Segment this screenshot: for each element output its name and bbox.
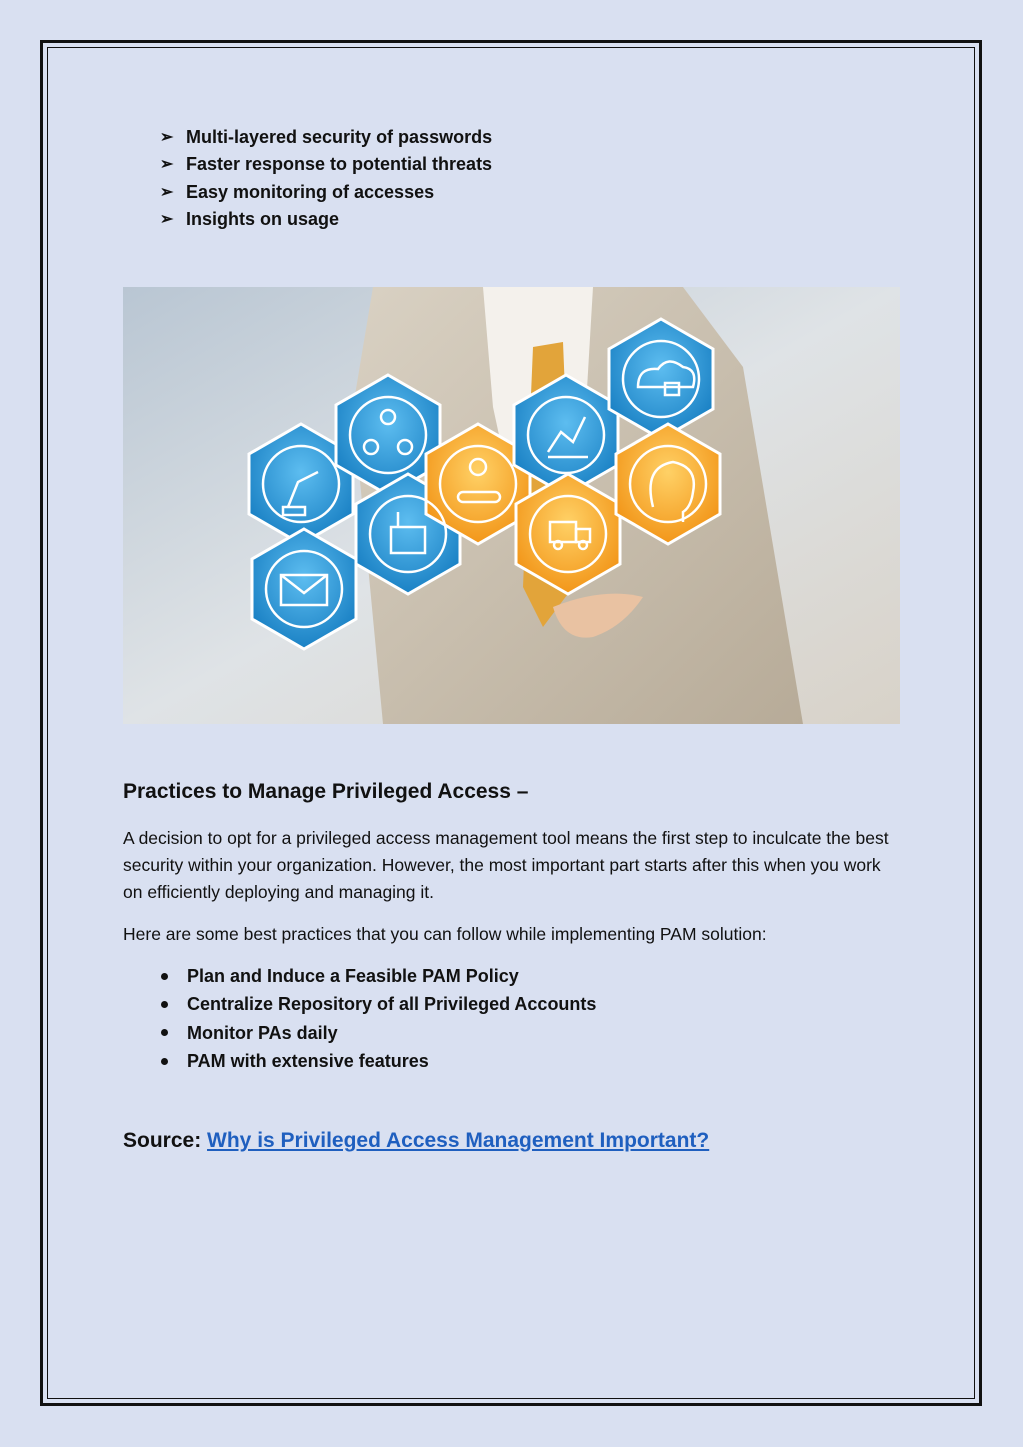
list-item: PAM with extensive features [160,1047,596,1075]
arrow-bullet-icon: ➢ [160,129,174,147]
benefits-list [160,124,492,233]
bullet-dot-icon [161,973,168,980]
arrow-bullet-icon: ➢ [160,183,174,201]
list-item: Centralize Repository of all Privileged Accounts [160,990,596,1018]
bullet-dot-icon [161,1029,168,1036]
list-item: ➢ Insights on usage [160,206,492,233]
practices-intro: Here are some best practices that you can follow while implementing PAM solution: [123,924,767,944]
source-line [123,1129,709,1153]
bullet-dot-icon [161,1058,168,1065]
list-item: ➢ Multi-layered security of passwords [160,124,492,151]
section-heading: Practices to Manage Privileged Access – [123,780,529,803]
list-item: Monitor PAs daily [160,1019,596,1047]
hero-image [123,287,900,724]
bullet-dot-icon [161,1001,168,1008]
source-link[interactable]: Why is Privileged Access Management Important? [207,1129,710,1152]
arrow-bullet-icon: ➢ [160,211,174,229]
source-label: Source: [123,1129,202,1152]
list-item: Plan and Induce a Feasible PAM Policy [160,962,596,990]
arrow-bullet-icon: ➢ [160,156,174,174]
list-item: ➢ Faster response to potential threats [160,151,492,178]
practices-list [160,962,596,1075]
list-item: ➢ Easy monitoring of accesses [160,179,492,206]
intro-paragraph: A decision to opt for a privileged access management tool means the first step to inculcate the best security within your organization. However, the most important part starts after this when you work on efficiently deploying and managing it. [123,828,889,902]
